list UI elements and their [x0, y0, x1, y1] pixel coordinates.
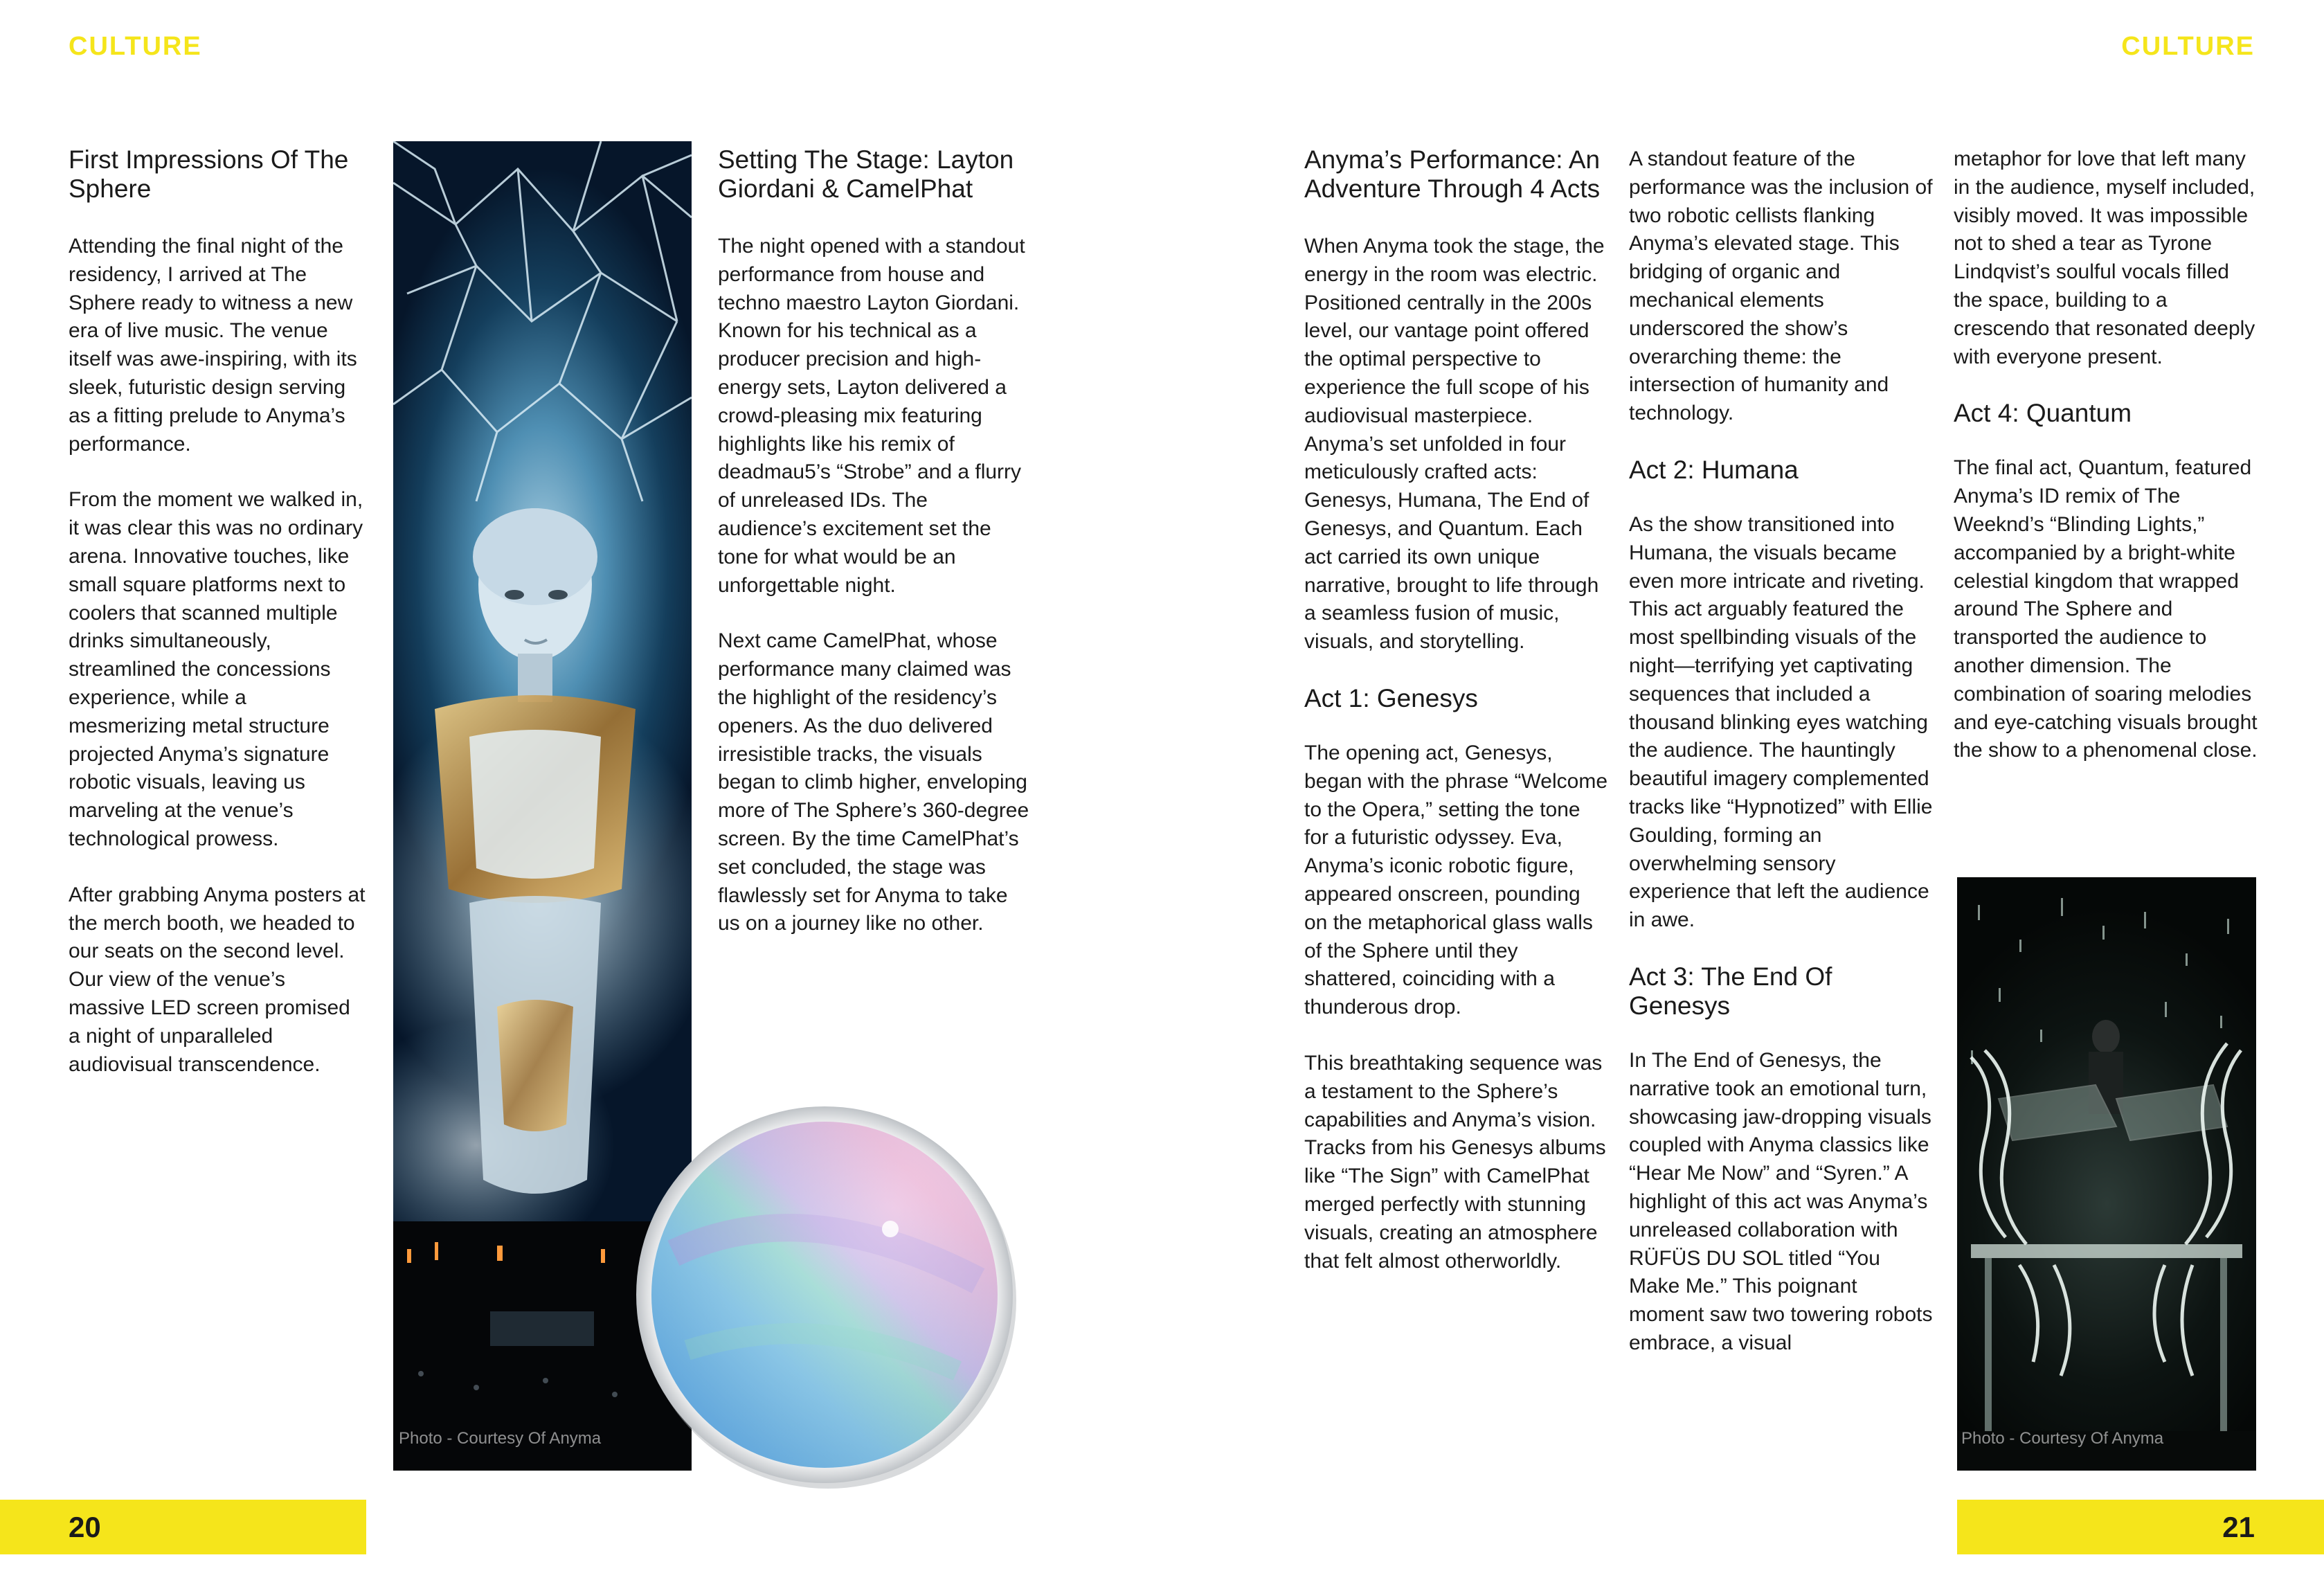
heading-act-4: Act 4: Quantum [1954, 399, 2132, 428]
paragraph: metaphor for love that left many in the audience, myself included, visibly moved. It was impossible not to shed a tear as Tyrone Lindqvist’s soulful vocals filled the space, building to a crescendo that resonated deeply with everyone present. [1954, 147, 2255, 368]
left-column-2 [718, 145, 1029, 938]
heading-act-2: Act 2: Humana [1629, 455, 1799, 484]
paragraph: The final act, Quantum, featured Anyma’s ID remix of The Weeknd’s “Blinding Lights,” accompanied by a bright-white celestial kingdom that wrapped around The Sphere and transported the audience to another dimension. The combination of soaring melodies and eye-catching visuals brought the show to a phenomenal close. [1954, 456, 2258, 762]
sphere-graphic [632, 1101, 1020, 1489]
paragraph: The opening act, Genesys, began with the phrase “Welcome to the Opera,” setting the tone for a futuristic odyssey. Eva, Anyma’s iconic robotic figure, appeared onscreen, pounding on the metaphorical glass walls of the Sphere until they shattered, coinciding with a thunderous drop. [1304, 741, 1608, 1019]
section-label-left: CULTURE [69, 32, 202, 61]
paragraph: When Anyma took the stage, the energy in the room was electric. Positioned centrally in the 200s level, our vantage point offered the optimal perspective to experience the full scope of his audiovisual masterpiece. Anyma’s set unfolded in four meticulously crafted acts: Genesys, Humana, The End of Genesys, and Quantum. Each act carried its own unique narrative, brought to life through a seamless fusion of music, visuals, and storytelling. [1304, 235, 1605, 654]
page-number-left: 20 [69, 1511, 101, 1543]
stage-illustration [1957, 877, 2256, 1471]
left-column-1 [69, 145, 366, 1079]
page-number-right: 21 [2222, 1511, 2255, 1543]
paragraph: Attending the final night of the residency, I arrived at The Sphere ready to witness a new era of live music. The venue itself was awe-inspiring, with its sleek, futuristic design serving as a fitting prelude to Anyma’s performance. [69, 235, 357, 456]
anyma-stage-photo [1957, 877, 2256, 1471]
paragraph: After grabbing Anyma posters at the merch booth, we headed to our seats on the second level. Our view of the venue’s massive LED screen promised a night of unparalleled audiovisual transcendence. [69, 883, 366, 1076]
paragraph: As the show transitioned into Humana, the visuals became even more intricate and riveting. This act arguably featured the most spellbinding visuals of the night—terrifying yet captivating sequences that included a thousand blinking eyes watching the audience. The hauntingly beautiful imagery complemented tracks like “Hypnotized” with Ellie Goulding, forming an overwhelming sensory experience that left the audience in awe. [1629, 512, 1933, 932]
page-bar-right [1957, 1500, 2324, 1554]
photo-credit-right: Photo - Courtesy Of Anyma [1961, 1429, 2164, 1448]
heading-first-impressions: First Impressions Of The Sphere [69, 145, 349, 203]
heading-setting-the-stage: Setting The Stage: Layton Giordani & CamelPhat [718, 145, 1014, 203]
right-column-2 [1629, 145, 1934, 1358]
paragraph: A standout feature of the performance was the inclusion of two robotic cellists flanking Anyma’s elevated stage. This bridging of organic and mechanical elements underscored the show’s overarching theme: the intersection of humanity and technology. [1629, 147, 1933, 425]
right-column-1 [1304, 145, 1609, 1275]
paragraph: The night opened with a standout performance from house and techno maestro Layton Giordani. Known for his technical as a producer precision and high-energy sets, Layton delivered a crowd-pleasing mix featuring highlights like his remix of deadmau5’s “Strobe” and a flurry of unreleased IDs. The audience’s excitement set the tone for what would be an unforgettable night. [718, 235, 1025, 597]
page-bar-left [0, 1500, 366, 1554]
right-column-3 [1954, 145, 2258, 765]
sphere-illustration [632, 1101, 1020, 1489]
heading-act-1: Act 1: Genesys [1304, 683, 1478, 712]
paragraph: From the moment we walked in, it was clear this was no ordinary arena. Innovative touches, like small square platforms next to coolers that scanned multiple drinks simultaneously, streamlined the concessions experience, while a mesmerizing metal structure projected Anyma’s signature robotic visuals, leaving us marveling at the venue’s technological prowess. [69, 488, 363, 850]
heading-anyma-performance: Anyma’s Performance: An Adventure Through 4 Acts [1304, 145, 1601, 203]
paragraph: Next came CamelPhat, whose performance many claimed was the highlight of the residency’s openers. As the duo delivered irresistible tracks, the visuals began to climb higher, enveloping more of The Sphere’s 360-degree screen. By the time CamelPhat’s set concluded, the stage was flawlessly set for Anyma to take us on a journey like no other. [718, 629, 1029, 935]
paragraph: In The End of Genesys, the narrative took an emotional turn, showcasing jaw-dropping visuals coupled with Anyma classics like “Hear Me Now” and “Syren.” A highlight of this act was Anyma’s unreleased collaboration with RÜFÜS DU SOL titled “You Make Me.” This poignant moment saw two towering robots embrace, a visual [1629, 1048, 1933, 1354]
paragraph: This breathtaking sequence was a testament to the Sphere’s capabilities and Anyma’s vision. Tracks from his Genesys albums like “The Sign” with CamelPhat merged perfectly with stunning visuals, creating an atmosphere that felt almost otherworldly. [1304, 1051, 1606, 1273]
photo-credit-left: Photo - Courtesy Of Anyma [399, 1429, 602, 1448]
section-label-right: CULTURE [2121, 32, 2255, 61]
heading-act-3: Act 3: The End Of Genesys [1629, 962, 1832, 1020]
